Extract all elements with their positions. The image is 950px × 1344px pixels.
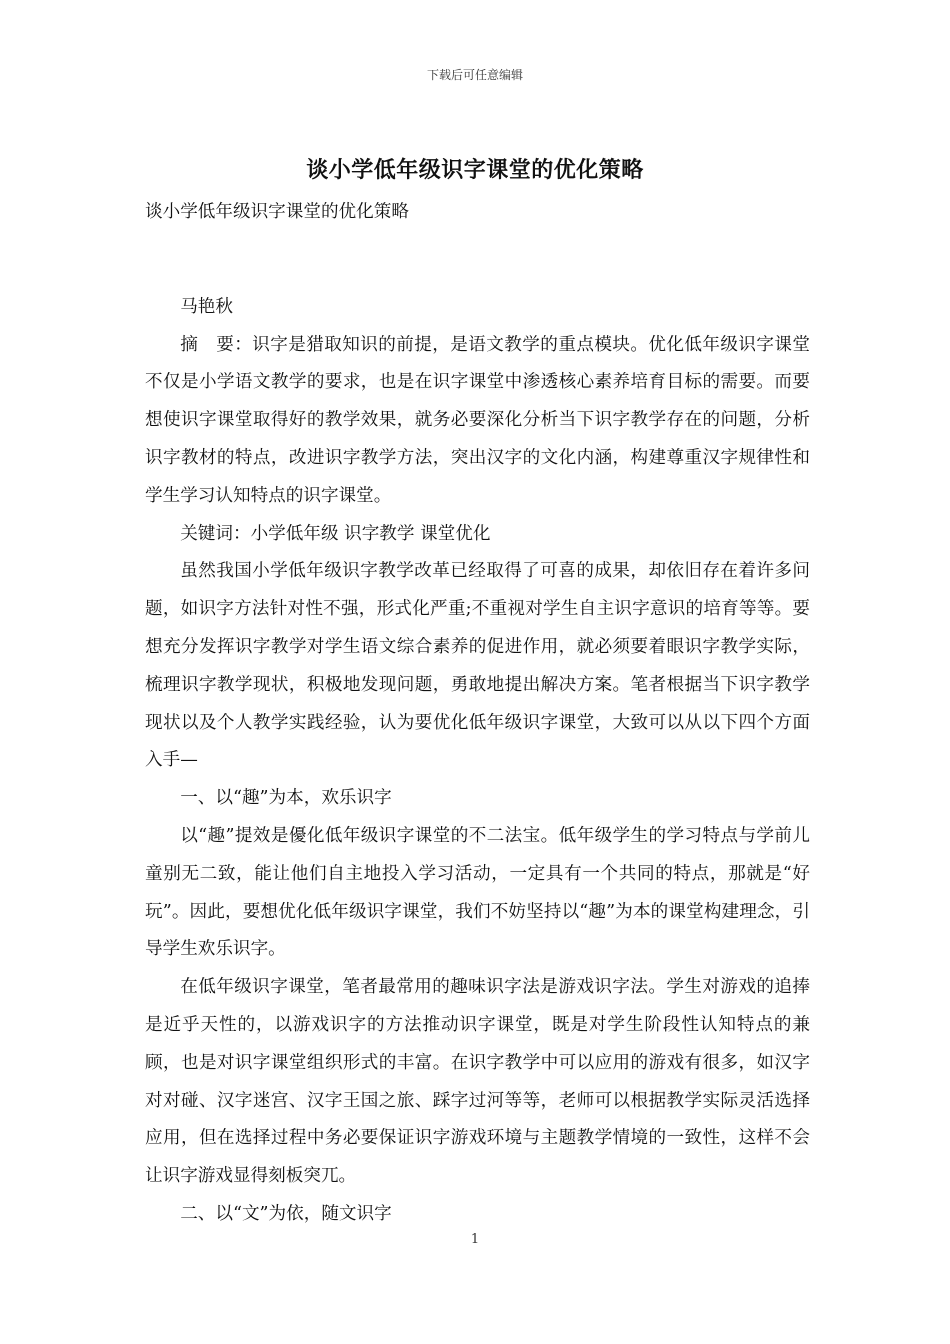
body-paragraph: 虽然我国小学低年级识字教学改革已经取得了可喜的成果，却依旧存在着许多问题，如识字方法针对性不强，形式化严重;不重视对学生自主识字意识的培育等等。要想充分发挥识字教学对学生语文综合素养的促进作用，就必须要着眼识字教学实际，梳理识字教学现状，积极地发现问题，勇敢地提出解决方案。笔者根据当下识字教学现状以及个人教学实践经验，认为要优化低年级识字课堂，大致可以从以下四个方面入手— xyxy=(145,561,810,771)
page-number: 1 xyxy=(470,1232,480,1247)
abstract-paragraph: 摘 要：识字是猎取知识的前提，是语文教学的重点模块。优化低年级识字课堂不仅是小学语文教学的要求，也是在识字课堂中渗透核心素养培育目标的需要。而要想使识字课堂取得好的教学效果，就务必要深化分析当下识字教学存在的问题，分析识字教材的特点，改进识字教学方法，突出汉字的文化内涵，构建尊重汉字规律性和学生学习认知特点的识字课堂。 xyxy=(145,334,810,506)
body-paragraph: 在低年级识字课堂，笔者最常用的趣味识字法是游戏识字法。学生对游戏的追捧是近乎天性的，以游戏识字的方法推动识字课堂，既是对学生阶段性认知特点的兼顾，也是对识字课堂组织形式的丰富。在识字教学中可以应用的游戏有很多，如汉字对对碰、汉字迷宫、汉字王国之旅、踩字过河等等，老师可以根据教学实际灵活选择应用，但在选择过程中务必要保证识字游戏环境与主题教学情境的一致性，这样不会让识字游戏显得刻板突兀。 xyxy=(145,977,810,1187)
document-title: 谈小学低年级识字课堂的优化策略 xyxy=(306,157,644,183)
body-paragraph: 以“趣”提效是優化低年级识字课堂的不二法宝。低年级学生的学习特点与学前儿童别无二致，能让他们自主地投入学习活动，一定具有一个共同的特点，那就是“好玩”。因此，要想优化低年级识字课堂，我们不妨坚持以“趣”为本的课堂构建理念，引导学生欢乐识字。 xyxy=(145,825,810,960)
author-name: 马艳秋 xyxy=(180,296,233,317)
section-heading: 一、以“趣”为本，欢乐识字 xyxy=(180,788,392,809)
section-heading: 二、以“文”为依，随文识字 xyxy=(180,1203,392,1224)
keywords-line: 关键词：小学低年级 识字教学 课堂优化 xyxy=(180,523,491,544)
document-subtitle: 谈小学低年级识字课堂的优化策略 xyxy=(145,202,409,222)
blank-line xyxy=(145,232,810,289)
page-header-note: 下载后可任意编辑 xyxy=(426,68,523,82)
document-body xyxy=(145,194,810,1234)
